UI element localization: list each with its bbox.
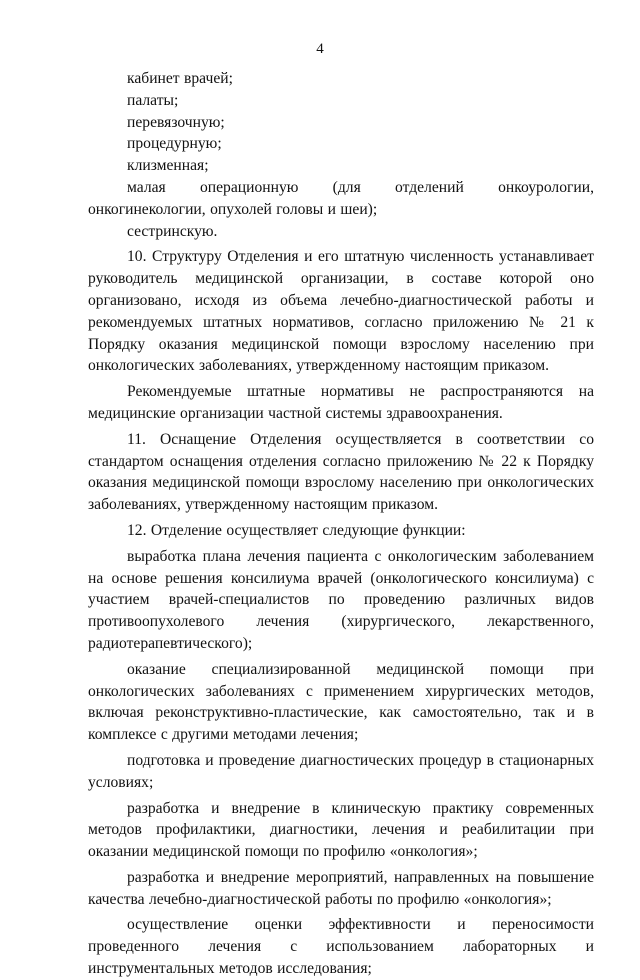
paragraph-section-11: 11. Оснащение Отделения осуществляется в соответствии со стандартом оснащения отделения согласно приложению № 22 к Порядку оказания медицинской помощи взрослому населению при онкологических заболеваниях, утвержденному настоящим приказом. — [88, 430, 594, 514]
paragraph-function-item: выработка плана лечения пациента с онкологическим заболеванием на основе решения консилиума врачей (онкологического консилиума) с участием врачей-специалистов по проведению различных видов противоопухолевого лечения (хирургического, лекарственного, радиотерапевтического); — [88, 547, 594, 652]
paragraph-list-item: клизменная; — [127, 157, 209, 175]
document-body — [88, 68, 594, 980]
page-number: 4 — [316, 41, 324, 57]
paragraph-list-item: кабинет врачей; — [127, 70, 233, 87]
paragraph-staffing-note: Рекомендуемые штатные нормативы не распространяются на медицинские организации частной системы здравоохранения. — [88, 383, 594, 422]
paragraph-list-item: малая операционную (для отделений онкоурологии, онкогинекологии, опухолей головы и шеи); — [88, 178, 594, 218]
paragraph-list-item: сестринскую. — [127, 222, 218, 240]
paragraph-section-10: 10. Структуру Отделения и его штатную численность устанавливает руководитель медицинской организации, в составе которой оно организовано, исходя из объема лечебно-диагностической работы и рекомендуемых штатных нормативов, согласно приложению № 21 к Порядку оказания медицинской помощи взрослому населению при онкологических заболеваниях, утвержденному настоящим приказом. — [88, 248, 594, 375]
paragraph-list-item: процедурную; — [127, 135, 222, 153]
paragraph-list-item: палаты; — [127, 91, 179, 109]
paragraph-function-item: подготовка и проведение диагностических процедур в стационарных условиях; — [88, 751, 594, 791]
paragraph-function-item: оказание специализированной медицинской помощи при онкологических заболеваниях с применением хирургических методов, включая реконструктивно-пластические, как самостоятельно, так и в комплексе с другими методами лечения; — [88, 660, 594, 744]
paragraph-function-item: осуществление оценки эффективности и переносимости проведенного лечения с использованием лабораторных и инструментальных методов исследования; — [88, 916, 594, 978]
paragraph-function-item: разработка и внедрение в клиническую практику современных методов профилактики, диагностики, лечения и реабилитации при оказании медицинской помощи по профилю «онкология»; — [88, 799, 594, 861]
paragraph-list-item: перевязочную; — [127, 113, 225, 131]
paragraph-section-12: 12. Отделение осуществляет следующие функции: — [127, 521, 466, 539]
paragraph-function-item: разработка и внедрение мероприятий, направленных на повышение качества лечебно-диагностической работы по профилю «онкология»; — [88, 868, 594, 908]
